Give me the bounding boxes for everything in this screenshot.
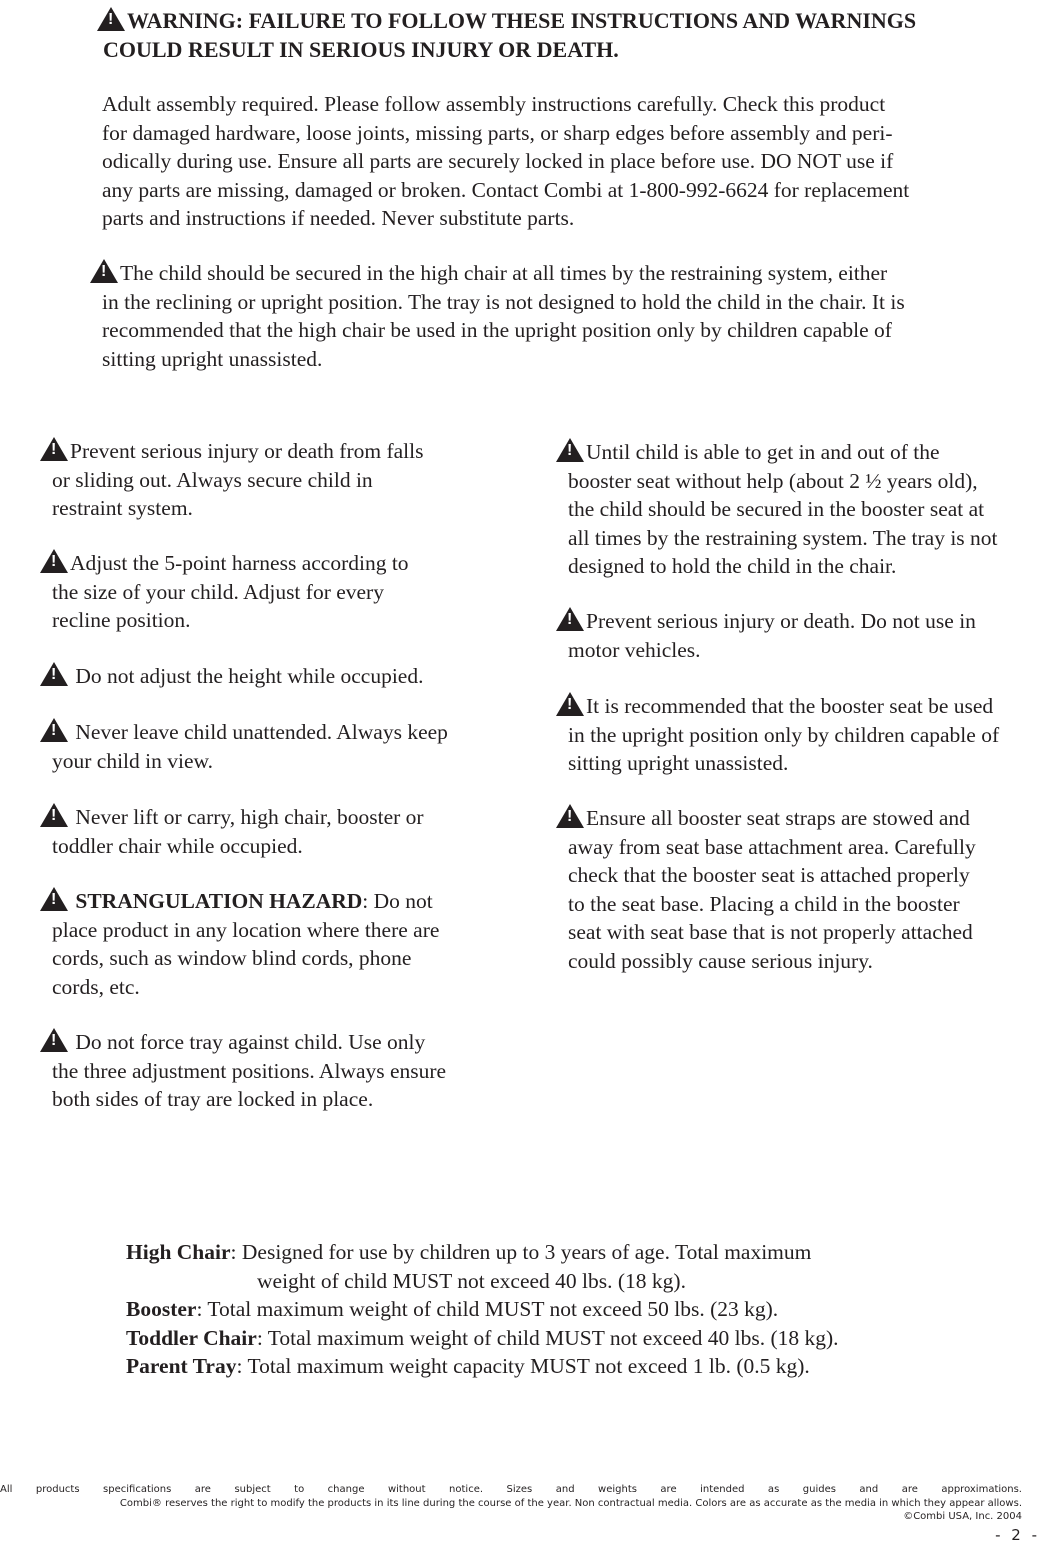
warning-text: Prevent serious injury or death from falls [70, 439, 424, 463]
warning-text: check that the booster seat is attached properly [568, 863, 970, 887]
restraint-line: in the reclining or upright position. The tray is not designed to hold the child in the chair. It is [102, 289, 905, 314]
footer-line: Combi® reserves the right to modify the products in its line during the course of the year. Non contractual media. Colors are as accurate as the media in which they appear allows. [119, 1497, 1022, 1509]
warning-triangle-icon [40, 718, 68, 742]
left-warning-unattended [52, 718, 448, 775]
warning-text: recline position. [52, 608, 191, 632]
left-warning-harness [52, 549, 409, 635]
spec-booster [126, 1295, 839, 1324]
restraint-line: The child should be secured in the high chair at all times by the restraining system, either [120, 261, 888, 285]
warning-text: cords, etc. [52, 974, 140, 999]
warning-text: place product in any location where there are [52, 917, 440, 942]
spec-parent-tray [126, 1352, 839, 1381]
strangulation-hazard-label: STRANGULATION HAZARD [75, 889, 363, 913]
warning-triangle-icon [40, 1028, 68, 1052]
warning-text: cords, such as window blind cords, phone [52, 946, 412, 970]
warning-triangle-icon [556, 607, 584, 631]
warning-text: Do not adjust the height while occupied. [75, 664, 424, 688]
warning-text: the three adjustment positions. Always ensure [52, 1058, 447, 1083]
assembly-line: for damaged hardware, loose joints, missing parts, or sharp edges before assembly and peri- [102, 120, 893, 145]
spec-text: : Total maximum weight of child MUST not exceed 40 lbs. (18 kg). [256, 1325, 839, 1350]
spec-label: High Chair [126, 1240, 231, 1264]
footer-copyright: ©Combi USA, Inc. 2004 [903, 1511, 1022, 1522]
warning-text: designed to hold the child in the chair. [568, 554, 897, 578]
restraint-line: recommended that the high chair be used in the upright position only by children capable of [102, 318, 892, 342]
warning-triangle-icon [40, 887, 68, 911]
warning-text: toddler chair while occupied. [52, 833, 303, 858]
warning-triangle-icon [556, 692, 584, 716]
warning-text: in the upright position only by children capable of [568, 722, 1000, 747]
warning-text: Until child is able to get in and out of the [586, 440, 940, 464]
spec-label: Booster [126, 1297, 197, 1321]
left-warning-lift [52, 803, 424, 860]
warning-triangle-icon [40, 437, 68, 461]
warning-text: away from seat base attachment area. Carefully [568, 834, 976, 859]
right-warning-vehicles [568, 607, 976, 664]
assembly-line: odically during use. Ensure all parts are securely locked in place before use. DO NOT use if [102, 149, 894, 173]
main-warning-line2: COULD RESULT IN SERIOUS INJURY OR DEATH. [103, 37, 619, 62]
left-warning-strangulation [52, 887, 439, 1001]
spec-label: Parent Tray [126, 1354, 237, 1378]
assembly-line: any parts are missing, damaged or broken. Contact Combi at 1-800-992-6624 for replacement [102, 177, 910, 202]
warning-triangle-icon [556, 804, 584, 828]
right-warning-booster-restraint [568, 438, 998, 581]
warning-text: sitting upright unassisted. [568, 751, 789, 775]
assembly-line: Adult assembly required. Please follow assembly instructions carefully. Check this product [102, 92, 886, 116]
warning-text: It is recommended that the booster seat be used [586, 694, 994, 718]
warning-triangle-icon [40, 803, 68, 827]
footer-disclaimer [0, 1483, 1022, 1524]
left-warning-tray [52, 1028, 446, 1114]
spec-high-chair [126, 1238, 839, 1267]
restraint-paragraph [102, 259, 905, 373]
assembly-line: parts and instructions if needed. Never substitute parts. [102, 206, 575, 230]
restraint-line: sitting upright unassisted. [102, 346, 323, 371]
warning-text: the size of your child. Adjust for every [52, 579, 384, 604]
warning-text: booster seat without help (about 2 ½ years old), [568, 468, 978, 493]
warning-triangle-icon [40, 662, 68, 686]
warning-text: Adjust the 5-point harness according to [70, 551, 409, 575]
warning-triangle-icon [97, 7, 125, 31]
spec-text: : Total maximum weight of child MUST not exceed 50 lbs. (23 kg). [196, 1297, 779, 1321]
warning-triangle-icon [40, 549, 68, 573]
warning-text: motor vehicles. [568, 637, 701, 662]
spec-toddler-chair [126, 1324, 839, 1353]
weight-specs [126, 1238, 839, 1381]
warning-text: all times by the restraining system. The tray is not [568, 525, 998, 550]
warning-triangle-icon [90, 259, 118, 283]
spec-text-continued: weight of child MUST not exceed 40 lbs. (18 kg). [257, 1268, 686, 1293]
warning-triangle-icon [556, 438, 584, 462]
spec-text: : Designed for use by children up to 3 years of age. Total maximum [230, 1240, 812, 1264]
warning-text: Never leave child unattended. Always keep [75, 720, 448, 744]
warning-text: Do not force tray against child. Use only [75, 1030, 426, 1054]
warning-text: could possibly cause serious injury. [568, 948, 873, 973]
left-warning-falls [52, 437, 423, 523]
warning-text: both sides of tray are locked in place. [52, 1087, 374, 1111]
warning-text: Ensure all booster seat straps are stowed and [586, 806, 970, 830]
right-warning-straps [568, 804, 976, 975]
warning-text: the child should be secured in the booster seat at [568, 497, 985, 521]
warning-text: seat with seat base that is not properly attached [568, 920, 973, 944]
warning-text: to the seat base. Placing a child in the booster [568, 891, 960, 916]
warning-text: Never lift or carry, high chair, booster or [75, 805, 424, 829]
warning-text: Prevent serious injury or death. Do not use in [586, 609, 976, 633]
warning-text: restraint system. [52, 496, 193, 520]
assembly-paragraph [102, 90, 909, 233]
spec-text: : Total maximum weight capacity MUST not exceed 1 lb. (0.5 kg). [236, 1354, 810, 1378]
footer-line: All products specifications are subject to change without notice. Sizes and weights are intended as guides and are approximations. [0, 1484, 1022, 1495]
left-warning-height [52, 662, 423, 691]
warning-text: or sliding out. Always secure child in [52, 467, 373, 492]
page-number: - 2 - [995, 1526, 1040, 1544]
spec-label: Toddler Chair [126, 1325, 257, 1350]
warning-text: your child in view. [52, 748, 214, 773]
warning-text: : Do not [362, 889, 433, 913]
right-warning-upright [568, 692, 999, 778]
main-warning [103, 6, 916, 64]
main-warning-line1: WARNING: FAILURE TO FOLLOW THESE INSTRUCTIONS AND WARNINGS [127, 8, 917, 33]
